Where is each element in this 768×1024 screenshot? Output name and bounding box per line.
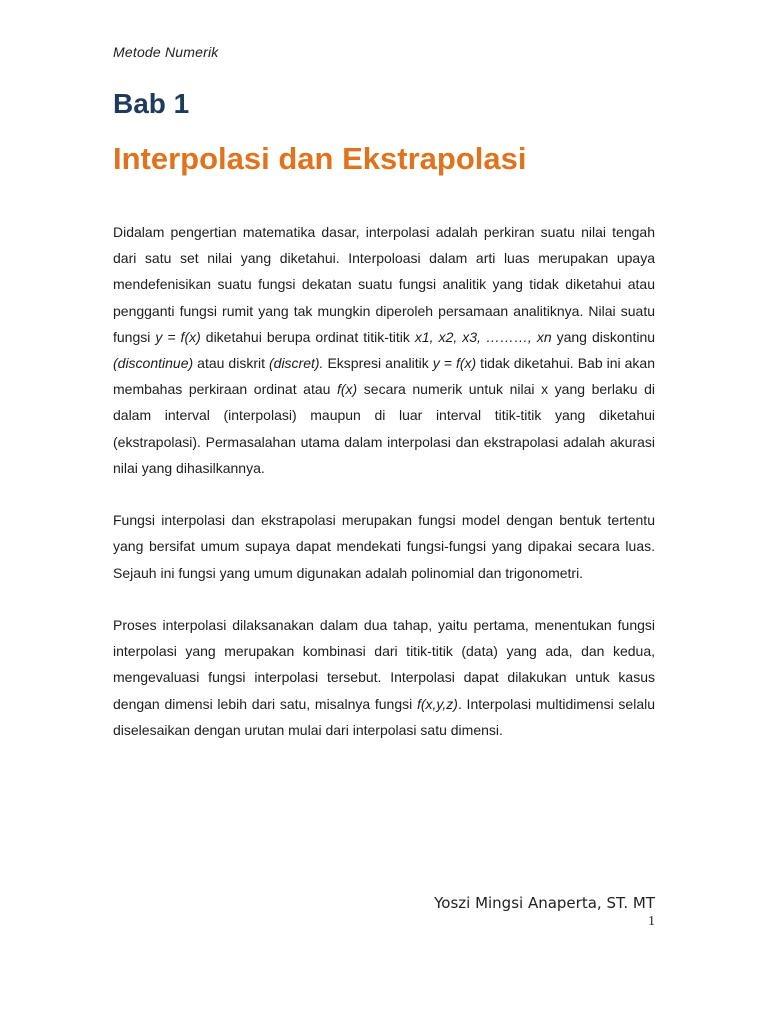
chapter-label: Bab 1 xyxy=(113,88,190,119)
paragraph-1-italic-6: f(x) xyxy=(337,381,358,398)
paragraph-1-text-6: tidak diketahui. Bab ini akan membahas perkiraan ordinat atau xyxy=(113,355,655,398)
paragraph-3 xyxy=(113,612,655,743)
paragraph-1 xyxy=(113,219,655,481)
paragraph-1-text-3: yang diskontinu xyxy=(551,328,656,345)
paragraph-1-text-2: diketahui berupa ordinat titik-titik xyxy=(200,328,415,345)
paragraph-1-text-7: secara numerik untuk nilai x yang berlaku di dalam interval (interpolasi) maupun di luar interval titik-titik yang diketahui (ekstrapolasi). Permasalahan utama dalam interpolasi dan ekstrapolasi adalah akurasi nilai yang dihasilkannya. xyxy=(113,381,655,476)
paragraph-1-italic-1: y = f(x) xyxy=(155,328,201,345)
chapter-title: Interpolasi dan Ekstrapolasi xyxy=(113,141,527,176)
page-number: 1 xyxy=(648,914,655,929)
body-text xyxy=(113,219,655,769)
paragraph-3-text-1: Proses interpolasi dilaksanakan dalam dua tahap, yaitu pertama, menentukan fungsi interpolasi yang merupakan kombinasi dari titik-titik (data) yang ada, dan kedua, mengevaluasi fungsi interpolasi tersebut. Interpolasi dapat dilakukan untuk kasus dengan dimensi lebih dari satu, misalnya fungsi xyxy=(113,617,655,712)
author-name: Yoszi Mingsi Anaperta, ST. MT xyxy=(434,894,655,912)
paragraph-1-text-5: Ekspresi analitik xyxy=(323,355,433,372)
paragraph-2: Fungsi interpolasi dan ekstrapolasi merupakan fungsi model dengan bentuk tertentu yang bersifat umum supaya dapat mendekati fungsi-fungsi yang dipakai secara luas. Sejauh ini fungsi yang umum digunakan adalah polinomial dan trigonometri. xyxy=(113,512,655,581)
paragraph-1-italic-3: (discontinue) xyxy=(113,355,194,372)
paragraph-3-italic-1: f(x,y,z) xyxy=(416,695,458,712)
paragraph-1-italic-2: x1, x2, x3, ………, xn xyxy=(414,328,552,345)
paragraph-1-text-1: Didalam pengertian matematika dasar, interpolasi adalah perkiran suatu nilai tengah dari satu set nilai yang diketahui. Interpoloasi dalam arti luas merupakan upaya mendefenisikan suatu fungsi dekatan suatu fungsi analitik yang tidak diketahui atau pengganti fungsi rumit yang tak mungkin diperoleh persamaan analitiknya. Nilai suatu fungsi xyxy=(113,224,655,345)
paragraph-1-text-4: atau diskrit xyxy=(193,355,269,372)
paragraph-1-italic-4: (discret). xyxy=(269,355,324,372)
running-header: Metode Numerik xyxy=(113,44,219,60)
paragraph-3-text-2: . Interpolasi multidimensi selalu diselesaikan dengan urutan mulai dari interpolasi satu dimensi. xyxy=(113,695,655,738)
paragraph-1-italic-5: y = f(x) xyxy=(432,355,477,372)
